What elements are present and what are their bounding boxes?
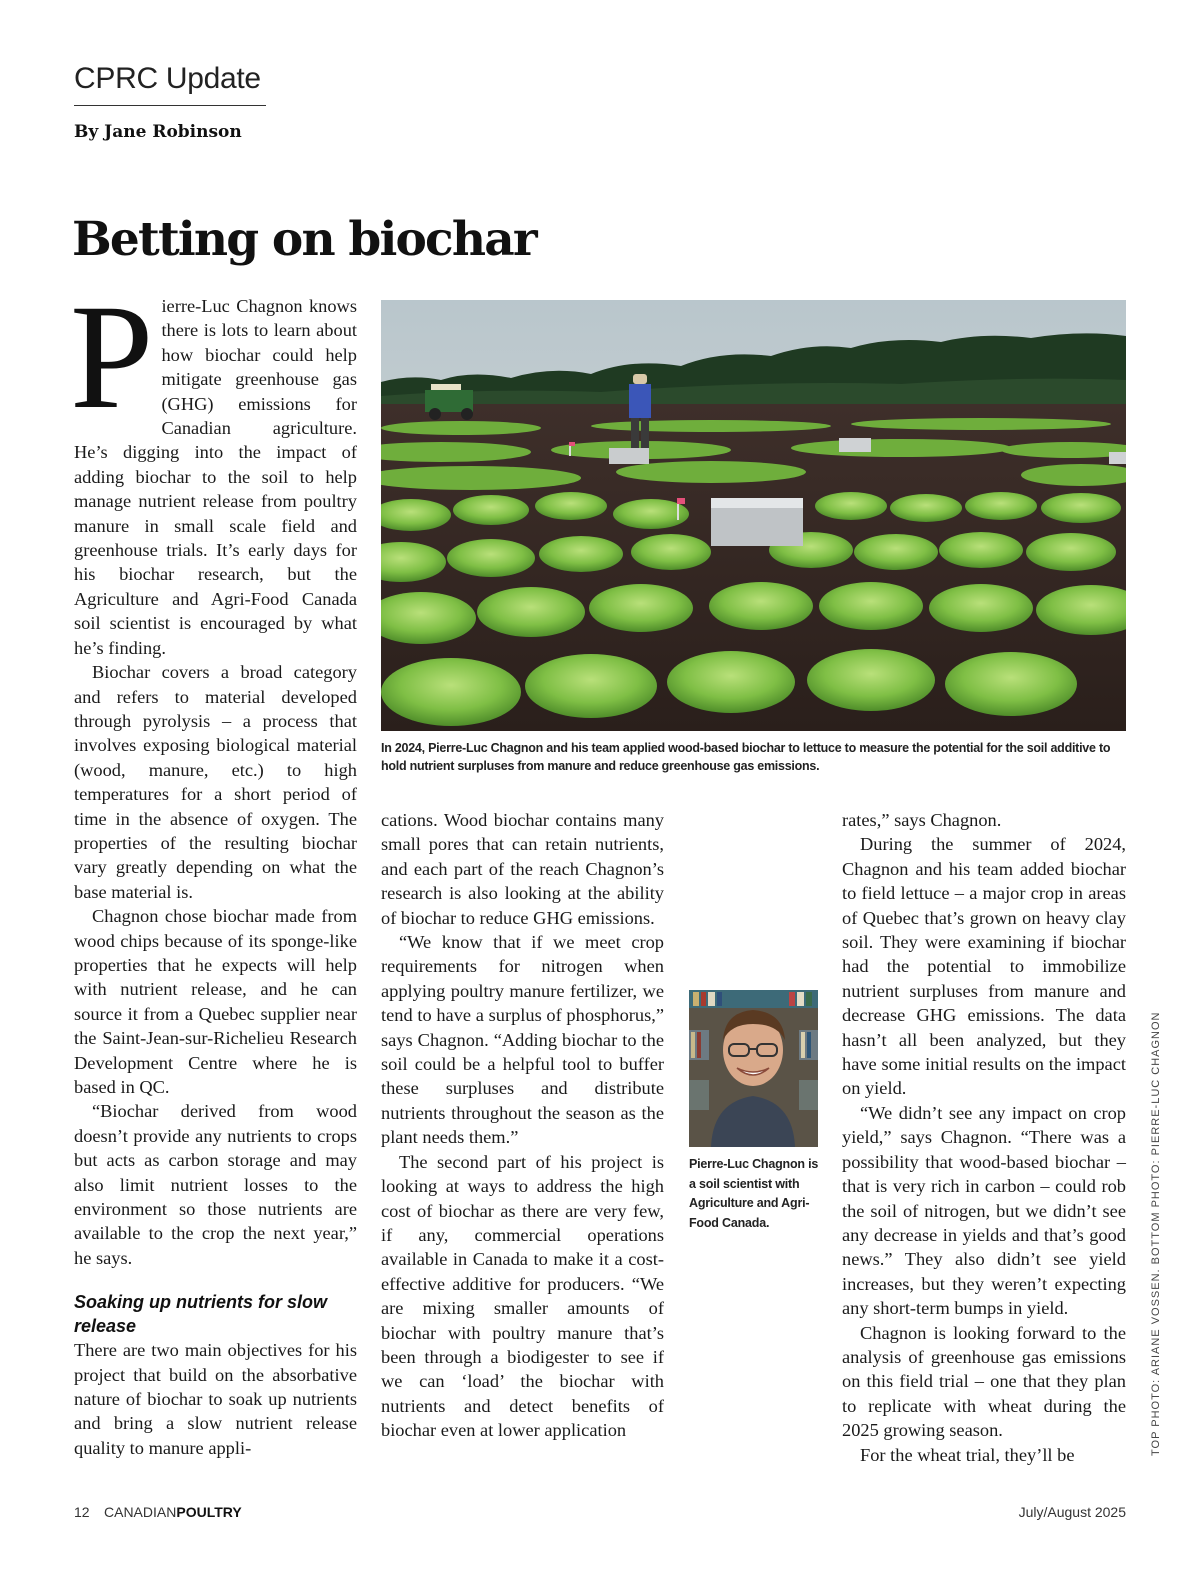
paragraph-8: The second part of his project is looking at ways to address the high cost of biochar as there are very few, if any, commercial operations available in Canada to make it a cost-effective additive for producers. “We are mixing smaller amounts of biochar with poultry manure that’s been through a biodigester to see if we can ‘load’ the biochar with nutrients and detect benefits of biochar even at lower application <box>381 1151 664 1441</box>
article-column-2 <box>381 808 664 1443</box>
publication-name-light: CANADIAN <box>104 1504 177 1520</box>
lettuce-field-photo <box>381 300 1126 731</box>
issue-date: July/August 2025 <box>1018 1504 1126 1520</box>
paragraph-12: Chagnon is looking forward to the analysis of greenhouse gas emissions on this field trial – one that they plan to replicate with wheat during the 2025 growing season. <box>842 1322 1126 1441</box>
paragraph-1 <box>70 274 357 660</box>
paragraph-5: There are two main objectives for his project that build on the absorbative nature of biochar to soak up nutrients and bring a slow nutrient release quality to manure appli- <box>74 1340 357 1458</box>
subheading: Soaking up nutrients for slow release <box>74 1292 328 1337</box>
section-label: CPRC Update <box>74 62 261 95</box>
paragraph-9: rates,” says Chagnon. <box>842 810 1002 830</box>
paragraph-7: “We know that if we meet crop requirements for nitrogen when applying poultry manure fertilizer, we tend to have a surplus of phosphorus,” says Chagnon. “Adding biochar to the soil could be a helpful tool to buffer these surpluses and distribute nutrients throughout the season as the plant needs them.” <box>381 932 664 1148</box>
byline: By Jane Robinson <box>74 122 242 142</box>
page-number: 12 <box>74 1504 90 1520</box>
paragraph-1-text: ierre-Luc Chagnon knows there is lots to learn about how biochar could help mitigate greenhouse gas (GHG) emissions for Canadian agriculture. He’s digging into the impact of adding biochar to the soil to help manage nutrient release from poultry manure in small scale field and greenhouse trials. It’s early days for his biochar research, but the Agriculture and Agri-Food Canada soil scientist is encouraged by what he’s finding. <box>74 296 357 658</box>
paragraph-10: During the summer of 2024, Chagnon and his team added biochar to field lettuce – a major crop in areas of Quebec that’s grown on heavy clay soil. They were examining if biochar had the potential to immobilize nutrient surpluses from manure and decrease GHG emissions. The data hasn’t all been analyzed, but they have some initial results on the impact on yield. <box>842 834 1126 1099</box>
headline: Betting on biochar <box>72 212 536 267</box>
publication-name <box>104 1504 242 1520</box>
paragraph-2: Biochar covers a broad category and refers to material developed through pyrolysis – a process that involves exposing biological material (wood, manure, etc.) to high temperatures for a short period of time in the absence of oxygen. The properties of the resulting biochar vary greatly depending on what the base material is. <box>74 662 357 902</box>
photo-credit: TOP PHOTO: ARIANE VOSSEN. BOTTOM PHOTO: PIERRE-LUC CHAGNON <box>1150 1011 1162 1456</box>
paragraph-6: cations. Wood biochar contains many small pores that can retain nutrients, and each part of the reach Chagnon’s research is also looking at the ability of biochar to reduce GHG emissions. <box>381 810 664 928</box>
section-rule <box>74 105 266 106</box>
paragraph-13: For the wheat trial, they’ll be <box>860 1444 1075 1465</box>
portrait-caption: Pierre-Luc Chagnon is a soil scientist with Agriculture and Agri-Food Canada. <box>689 1157 819 1230</box>
paragraph-3: Chagnon chose biochar made from wood chips because of its sponge-like properties that he expects will help with nutrient release, and he can source it from a Quebec supplier near the Saint-Jean-sur-Richelieu Research Development Centre where he is based in QC. <box>74 906 357 1097</box>
paragraph-4: “Biochar derived from wood doesn’t provide any nutrients to crops but acts as carbon storage and may also limit nutrient losses to the environment so those nutrients are available to the crop the next year,” he says. <box>74 1101 357 1268</box>
publication-name-bold: POULTRY <box>176 1504 242 1520</box>
portrait-photo <box>689 990 818 1147</box>
article-column-3 <box>842 808 1126 1467</box>
article-column-1 <box>70 274 357 1460</box>
drop-cap: P <box>70 274 154 440</box>
photo-caption: In 2024, Pierre-Luc Chagnon and his team applied wood-based biochar to lettuce to measure the potential for the soil additive to hold nutrient surpluses from manure and reduce greenhouse gas emissions. <box>381 741 1111 773</box>
paragraph-11: “We didn’t see any impact on crop yield,” says Chagnon. “There was a possibility that wood-based biochar – that is very rich in carbon – could rob the soil of nitrogen, but we didn’t see any decrease in yields and that’s good news.” They also didn’t see yield increases, but they weren’t expecting any short-term bumps in yield. <box>842 1102 1126 1319</box>
